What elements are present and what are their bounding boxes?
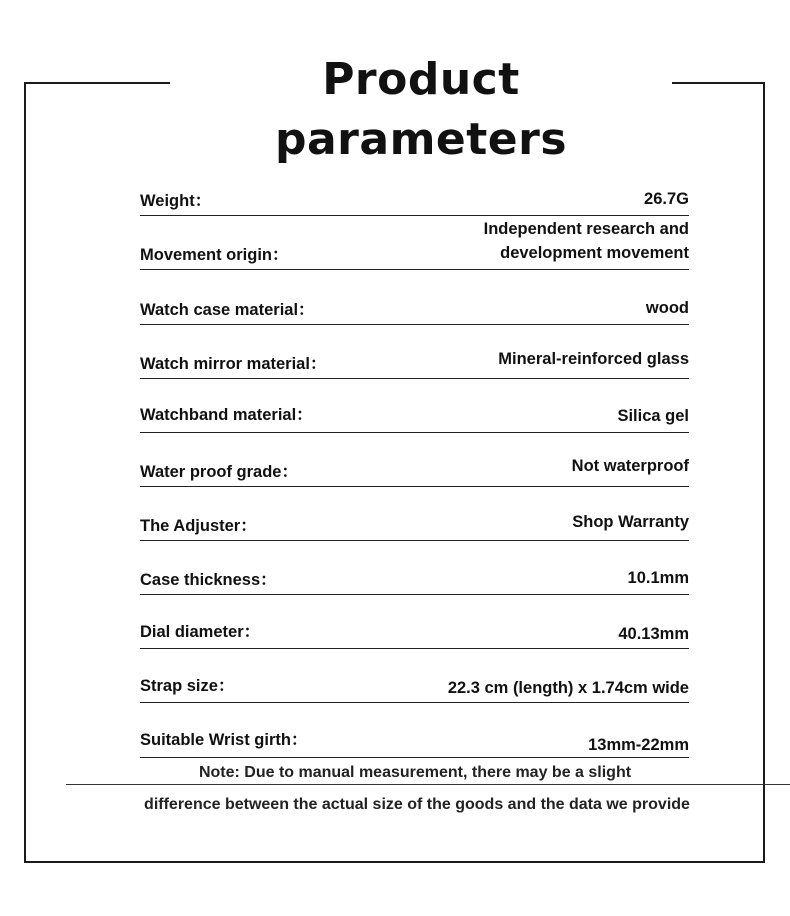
param-label: Dial diameter： bbox=[140, 623, 261, 641]
param-label: Movement origin： bbox=[140, 246, 289, 264]
page-title: Product parameters bbox=[170, 50, 672, 110]
param-row-case-thickness bbox=[140, 560, 689, 595]
param-label: Watch mirror material： bbox=[140, 355, 327, 373]
param-row-case-material bbox=[140, 290, 689, 325]
param-row-strap-size bbox=[140, 668, 689, 703]
param-label: The Adjuster： bbox=[140, 517, 257, 535]
param-label: Watch case material： bbox=[140, 301, 315, 319]
param-label: Watchband material： bbox=[140, 406, 313, 424]
param-row-movement-origin bbox=[140, 222, 689, 270]
param-row-wrist-girth bbox=[140, 722, 689, 758]
param-label: Suitable Wrist girth： bbox=[140, 731, 308, 749]
param-value: 22.3 cm (length) x 1.74cm wide bbox=[447, 679, 689, 697]
param-value: Shop Warranty bbox=[572, 513, 689, 531]
param-row-weight bbox=[140, 182, 689, 216]
param-row-watchband-material bbox=[140, 398, 689, 433]
param-label: Case thickness： bbox=[140, 571, 277, 589]
param-value: Mineral-reinforced glass bbox=[498, 350, 689, 368]
param-row-mirror-material bbox=[140, 344, 689, 379]
param-value: Not waterproof bbox=[571, 457, 689, 475]
param-value: 26.7G bbox=[644, 190, 689, 208]
param-value: wood bbox=[645, 299, 689, 317]
param-label: Weight： bbox=[140, 192, 212, 210]
note-divider bbox=[66, 784, 790, 785]
param-value: 40.13mm bbox=[618, 625, 689, 643]
note-line-1: Note: Due to manual measurement, there may be a slight bbox=[198, 764, 632, 781]
param-row-water-proof bbox=[140, 452, 689, 487]
param-row-dial-diameter bbox=[140, 614, 689, 649]
param-label: Water proof grade： bbox=[140, 463, 298, 481]
param-value: 10.1mm bbox=[627, 569, 689, 587]
param-label: Strap size： bbox=[140, 677, 235, 695]
param-row-adjuster bbox=[140, 506, 689, 541]
param-value: 13mm-22mm bbox=[588, 736, 689, 754]
note-line-2: difference between the actual size of the goods and the data we provide bbox=[144, 796, 690, 813]
param-value: Silica gel bbox=[617, 407, 689, 425]
param-value: Independent research and development movement bbox=[483, 220, 689, 262]
